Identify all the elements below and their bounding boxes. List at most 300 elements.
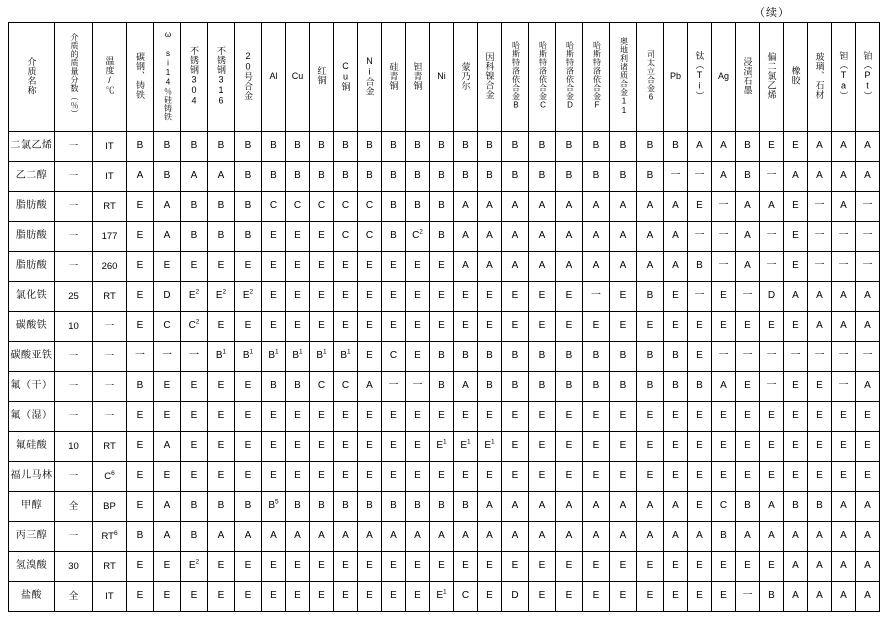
- rating-cell: 一: [712, 252, 736, 282]
- rating-cell: C: [358, 192, 382, 222]
- rating-cell: B: [406, 192, 430, 222]
- rating-cell: E: [688, 312, 712, 342]
- rating-cell: B: [127, 132, 154, 162]
- rating-cell: A: [856, 492, 880, 522]
- rating-cell: E: [310, 252, 334, 282]
- header-label: 温度/℃: [104, 56, 115, 96]
- rating-cell: E: [262, 222, 286, 252]
- rating-cell: A: [610, 522, 637, 552]
- rating-cell: E: [856, 402, 880, 432]
- rating-cell: 一: [856, 192, 880, 222]
- rating-cell: A: [610, 222, 637, 252]
- table-row: [9, 192, 880, 222]
- rating-cell: E: [808, 432, 832, 462]
- rating-cell: E: [262, 462, 286, 492]
- rating-cell: 一: [760, 342, 784, 372]
- rating-cell: E: [235, 402, 262, 432]
- header-label: 偏二氯乙烯: [766, 52, 777, 100]
- rating-cell: 一: [808, 222, 832, 252]
- rating-cell: B: [358, 132, 382, 162]
- rating-cell: E: [235, 582, 262, 612]
- rating-cell: E: [610, 282, 637, 312]
- rating-cell: E: [712, 462, 736, 492]
- rating-cell: E: [286, 282, 310, 312]
- rating-cell: A: [760, 192, 784, 222]
- rating-cell: E: [712, 582, 736, 612]
- rating-cell: $E^1$: [430, 582, 454, 612]
- rating-cell: A: [808, 162, 832, 192]
- header-label: 蒙乃尔: [460, 61, 471, 91]
- rating-cell: 一: [856, 342, 880, 372]
- medium-name-cell: 氢溴酸: [9, 552, 55, 582]
- table-row: [9, 492, 880, 522]
- rating-cell: E: [334, 552, 358, 582]
- rating-cell: A: [856, 372, 880, 402]
- rating-cell: E: [286, 552, 310, 582]
- rating-cell: E: [556, 312, 583, 342]
- header-label: 碳钢、铸铁: [135, 52, 146, 100]
- rating-cell: E: [406, 282, 430, 312]
- header-label: Cu: [291, 71, 304, 82]
- rating-cell: E: [382, 282, 406, 312]
- rating-cell: A: [154, 492, 181, 522]
- rating-cell: B: [454, 162, 478, 192]
- rating-cell: E: [208, 402, 235, 432]
- rating-cell: B: [406, 492, 430, 522]
- rating-cell: E: [583, 432, 610, 462]
- header-cell-32: [856, 23, 880, 132]
- rating-cell: B: [181, 192, 208, 222]
- rating-cell: A: [358, 522, 382, 552]
- rating-cell: E: [334, 582, 358, 612]
- rating-cell: A: [502, 492, 529, 522]
- header-cell-0: [9, 23, 55, 132]
- rating-cell: B: [286, 372, 310, 402]
- rating-cell: A: [664, 222, 688, 252]
- mass-fraction-cell: 10: [55, 312, 93, 342]
- temperature-cell: 一: [93, 342, 127, 372]
- rating-cell: E: [664, 462, 688, 492]
- rating-cell: E: [664, 282, 688, 312]
- rating-cell: A: [856, 582, 880, 612]
- header-cell-12: [358, 23, 382, 132]
- rating-cell: E: [712, 552, 736, 582]
- rating-cell: A: [181, 162, 208, 192]
- rating-cell: B: [262, 132, 286, 162]
- table-row: [9, 252, 880, 282]
- table-row: [9, 552, 880, 582]
- rating-cell: B: [262, 372, 286, 402]
- rating-cell: 一: [808, 192, 832, 222]
- rating-cell: A: [382, 522, 406, 552]
- rating-cell: 一: [712, 222, 736, 252]
- medium-name-cell: 氟（干）: [9, 372, 55, 402]
- rating-cell: E: [808, 402, 832, 432]
- rating-cell: C: [262, 192, 286, 222]
- rating-cell: E: [529, 462, 556, 492]
- rating-cell: 一: [736, 582, 760, 612]
- header-label: Al: [269, 71, 278, 82]
- rating-cell: B: [430, 192, 454, 222]
- rating-cell: 一: [406, 372, 430, 402]
- mass-fraction-cell: 全: [55, 582, 93, 612]
- rating-cell: A: [208, 162, 235, 192]
- rating-cell: B: [208, 492, 235, 522]
- rating-cell: E: [235, 432, 262, 462]
- rating-cell: A: [664, 192, 688, 222]
- rating-cell: C: [334, 372, 358, 402]
- rating-cell: E: [784, 402, 808, 432]
- rating-cell: E: [127, 432, 154, 462]
- rating-cell: A: [478, 492, 502, 522]
- rating-cell: E: [454, 402, 478, 432]
- rating-cell: E: [382, 252, 406, 282]
- rating-cell: E: [382, 432, 406, 462]
- rating-cell: A: [736, 522, 760, 552]
- rating-cell: B: [610, 162, 637, 192]
- medium-name-cell: 脂肪酸: [9, 222, 55, 252]
- rating-cell: B: [454, 492, 478, 522]
- rating-cell: 一: [760, 162, 784, 192]
- table-row: [9, 132, 880, 162]
- rating-cell: E: [127, 222, 154, 252]
- rating-cell: B: [664, 342, 688, 372]
- rating-cell: B: [637, 342, 664, 372]
- rating-cell: A: [832, 132, 856, 162]
- rating-cell: E: [760, 552, 784, 582]
- rating-cell: E: [712, 282, 736, 312]
- header-cell-19: [529, 23, 556, 132]
- rating-cell: B: [310, 132, 334, 162]
- rating-cell: E: [760, 432, 784, 462]
- rating-cell: A: [688, 132, 712, 162]
- temperature-cell: 260: [93, 252, 127, 282]
- rating-cell: $B^1$: [334, 342, 358, 372]
- rating-cell: A: [637, 222, 664, 252]
- rating-cell: B: [334, 132, 358, 162]
- rating-cell: E: [235, 552, 262, 582]
- rating-cell: E: [127, 252, 154, 282]
- rating-cell: E: [637, 312, 664, 342]
- temperature-cell: IT: [93, 162, 127, 192]
- rating-cell: A: [784, 522, 808, 552]
- rating-cell: E: [430, 282, 454, 312]
- rating-cell: A: [610, 252, 637, 282]
- rating-cell: E: [286, 312, 310, 342]
- header-label: Ag: [717, 71, 729, 82]
- rating-cell: B: [154, 132, 181, 162]
- table-header-row: [9, 23, 880, 132]
- header-cell-2: [93, 23, 127, 132]
- rating-cell: E: [310, 312, 334, 342]
- rating-cell: E: [556, 432, 583, 462]
- rating-cell: B: [181, 492, 208, 522]
- rating-cell: B: [529, 132, 556, 162]
- medium-name-cell: 丙三醇: [9, 522, 55, 552]
- rating-cell: A: [832, 162, 856, 192]
- rating-cell: E: [208, 372, 235, 402]
- rating-cell: E: [208, 312, 235, 342]
- rating-cell: E: [334, 252, 358, 282]
- rating-cell: E: [502, 462, 529, 492]
- rating-cell: B: [736, 162, 760, 192]
- rating-cell: E: [127, 462, 154, 492]
- rating-cell: E: [181, 582, 208, 612]
- rating-cell: B: [181, 522, 208, 552]
- header-cell-18: [502, 23, 529, 132]
- rating-cell: E: [856, 432, 880, 462]
- rating-cell: $B^1$: [208, 342, 235, 372]
- rating-cell: $B^1$: [286, 342, 310, 372]
- rating-cell: E: [406, 582, 430, 612]
- rating-cell: B: [310, 162, 334, 192]
- rating-cell: A: [712, 372, 736, 402]
- table-body: [9, 132, 880, 612]
- rating-cell: A: [406, 522, 430, 552]
- rating-cell: E: [154, 372, 181, 402]
- rating-cell: E: [529, 282, 556, 312]
- medium-name-cell: 二氯乙烯: [9, 132, 55, 162]
- rating-cell: E: [334, 462, 358, 492]
- temperature-cell: 一: [93, 402, 127, 432]
- header-label: Ni合金: [364, 55, 375, 96]
- rating-cell: B: [334, 162, 358, 192]
- rating-cell: A: [832, 192, 856, 222]
- rating-cell: E: [127, 402, 154, 432]
- rating-cell: B: [430, 342, 454, 372]
- temperature-cell: $C^6$: [93, 462, 127, 492]
- header-label: 红铜: [316, 66, 327, 86]
- rating-cell: A: [334, 522, 358, 552]
- rating-cell: A: [856, 552, 880, 582]
- mass-fraction-cell: 一: [55, 462, 93, 492]
- rating-cell: E: [310, 552, 334, 582]
- rating-cell: E: [286, 432, 310, 462]
- rating-cell: E: [334, 282, 358, 312]
- rating-cell: B: [454, 342, 478, 372]
- rating-cell: C: [286, 192, 310, 222]
- rating-cell: E: [208, 552, 235, 582]
- header-cell-11: [334, 23, 358, 132]
- rating-cell: E: [262, 252, 286, 282]
- header-cell-8: [262, 23, 286, 132]
- rating-cell: B: [430, 222, 454, 252]
- temperature-cell: $RT^6$: [93, 522, 127, 552]
- rating-cell: A: [736, 252, 760, 282]
- rating-cell: E: [502, 402, 529, 432]
- rating-cell: $E^1$: [478, 432, 502, 462]
- rating-cell: E: [430, 312, 454, 342]
- rating-cell: A: [610, 492, 637, 522]
- rating-cell: B: [181, 222, 208, 252]
- rating-cell: E: [760, 402, 784, 432]
- rating-cell: E: [784, 432, 808, 462]
- rating-cell: E: [784, 252, 808, 282]
- rating-cell: E: [430, 552, 454, 582]
- header-label: 不锈钢304: [189, 45, 200, 106]
- rating-cell: B: [808, 492, 832, 522]
- rating-cell: A: [832, 282, 856, 312]
- rating-cell: E: [637, 552, 664, 582]
- rating-cell: E: [406, 342, 430, 372]
- rating-cell: E: [286, 462, 310, 492]
- rating-cell: E: [832, 432, 856, 462]
- rating-cell: B: [583, 372, 610, 402]
- rating-cell: E: [406, 252, 430, 282]
- rating-cell: E: [262, 282, 286, 312]
- rating-cell: A: [127, 162, 154, 192]
- rating-cell: B: [127, 522, 154, 552]
- rating-cell: 一: [832, 372, 856, 402]
- rating-cell: B: [286, 132, 310, 162]
- rating-cell: A: [808, 552, 832, 582]
- rating-cell: A: [454, 192, 478, 222]
- rating-cell: A: [502, 222, 529, 252]
- rating-cell: E: [832, 462, 856, 492]
- rating-cell: E: [208, 432, 235, 462]
- rating-cell: E: [127, 282, 154, 312]
- rating-cell: B: [610, 132, 637, 162]
- rating-cell: A: [310, 522, 334, 552]
- rating-cell: E: [502, 282, 529, 312]
- rating-cell: E: [382, 312, 406, 342]
- rating-cell: E: [358, 312, 382, 342]
- rating-cell: B: [235, 132, 262, 162]
- rating-cell: A: [478, 192, 502, 222]
- rating-cell: B: [358, 162, 382, 192]
- mass-fraction-cell: 一: [55, 402, 93, 432]
- rating-cell: A: [430, 522, 454, 552]
- rating-cell: B: [688, 252, 712, 282]
- rating-cell: A: [454, 222, 478, 252]
- rating-cell: E: [430, 402, 454, 432]
- rating-cell: A: [832, 522, 856, 552]
- rating-cell: E: [358, 462, 382, 492]
- rating-cell: B: [208, 192, 235, 222]
- rating-cell: A: [583, 522, 610, 552]
- rating-cell: E: [637, 402, 664, 432]
- rating-cell: E: [154, 462, 181, 492]
- rating-cell: $B^1$: [262, 342, 286, 372]
- rating-cell: C: [454, 582, 478, 612]
- rating-cell: $C^2$: [181, 312, 208, 342]
- rating-cell: E: [310, 402, 334, 432]
- rating-cell: E: [208, 462, 235, 492]
- rating-cell: E: [334, 312, 358, 342]
- rating-cell: B: [181, 132, 208, 162]
- rating-cell: B: [556, 162, 583, 192]
- rating-cell: A: [856, 162, 880, 192]
- rating-cell: E: [502, 432, 529, 462]
- rating-cell: E: [556, 402, 583, 432]
- rating-cell: B: [529, 162, 556, 192]
- rating-cell: A: [502, 192, 529, 222]
- rating-cell: A: [736, 222, 760, 252]
- rating-cell: B: [502, 132, 529, 162]
- rating-cell: A: [760, 522, 784, 552]
- rating-cell: B: [235, 192, 262, 222]
- rating-cell: E: [262, 432, 286, 462]
- rating-cell: E: [358, 252, 382, 282]
- rating-cell: B: [382, 192, 406, 222]
- rating-cell: E: [736, 462, 760, 492]
- header-label: Pb: [669, 71, 681, 82]
- rating-cell: B: [358, 492, 382, 522]
- rating-cell: E: [358, 582, 382, 612]
- rating-cell: A: [478, 522, 502, 552]
- rating-cell: B: [583, 342, 610, 372]
- rating-cell: E: [760, 312, 784, 342]
- rating-cell: A: [583, 222, 610, 252]
- header-cell-24: [664, 23, 688, 132]
- rating-cell: A: [784, 552, 808, 582]
- rating-cell: E: [406, 402, 430, 432]
- rating-cell: B: [430, 492, 454, 522]
- compatibility-table: [8, 22, 880, 612]
- rating-cell: 一: [712, 342, 736, 372]
- rating-cell: E: [637, 462, 664, 492]
- rating-cell: E: [127, 312, 154, 342]
- rating-cell: C: [310, 372, 334, 402]
- rating-cell: A: [784, 282, 808, 312]
- rating-cell: E: [334, 402, 358, 432]
- rating-cell: A: [832, 312, 856, 342]
- rating-cell: A: [286, 522, 310, 552]
- rating-cell: A: [583, 492, 610, 522]
- header-label: 橡胶: [790, 66, 801, 86]
- rating-cell: E: [208, 252, 235, 282]
- rating-cell: B: [736, 132, 760, 162]
- rating-cell: B: [310, 492, 334, 522]
- header-label: 介质名称: [26, 56, 37, 95]
- rating-cell: A: [529, 522, 556, 552]
- mass-fraction-cell: 30: [55, 552, 93, 582]
- rating-cell: E: [208, 582, 235, 612]
- rating-cell: E: [154, 552, 181, 582]
- rating-cell: B: [610, 342, 637, 372]
- rating-cell: B: [334, 492, 358, 522]
- rating-cell: E: [529, 582, 556, 612]
- rating-cell: A: [556, 252, 583, 282]
- header-label: 奥地利诸质合金11: [619, 36, 629, 116]
- rating-cell: A: [154, 192, 181, 222]
- table-row: [9, 222, 880, 252]
- rating-cell: E: [358, 432, 382, 462]
- rating-cell: 一: [832, 252, 856, 282]
- rating-cell: 一: [808, 252, 832, 282]
- rating-cell: A: [637, 192, 664, 222]
- rating-cell: B: [127, 372, 154, 402]
- header-label: 介质的质量分数（％）: [69, 33, 79, 119]
- mass-fraction-cell: 一: [55, 342, 93, 372]
- rating-cell: B: [154, 162, 181, 192]
- rating-cell: A: [502, 252, 529, 282]
- rating-cell: 一: [181, 342, 208, 372]
- rating-cell: E: [235, 312, 262, 342]
- rating-cell: B: [454, 132, 478, 162]
- rating-cell: $E^2$: [181, 552, 208, 582]
- header-cell-26: [712, 23, 736, 132]
- rating-cell: E: [712, 402, 736, 432]
- rating-cell: B: [637, 372, 664, 402]
- rating-cell: A: [154, 432, 181, 462]
- header-label: 硅青铜: [388, 61, 399, 91]
- rating-cell: E: [688, 582, 712, 612]
- rating-cell: $E^2$: [235, 282, 262, 312]
- rating-cell: B: [664, 132, 688, 162]
- temperature-cell: 一: [93, 312, 127, 342]
- rating-cell: E: [154, 252, 181, 282]
